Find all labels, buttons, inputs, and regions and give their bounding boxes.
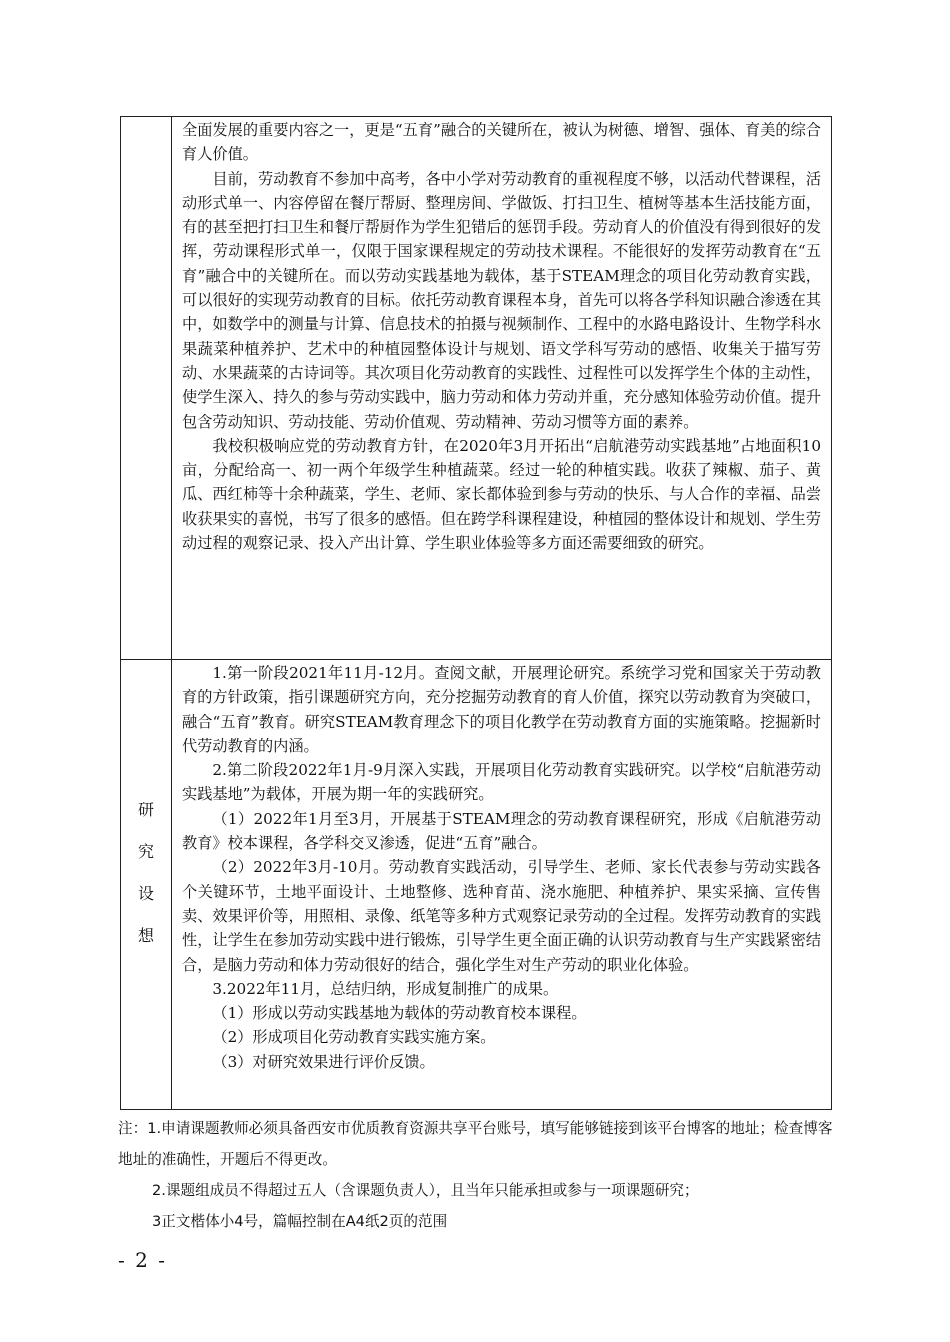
plan-paragraph-7: （2）形成项目化劳动教育实践实施方案。 [212,1028,496,1047]
background-row [121,117,831,660]
label-char: 设 [137,884,154,903]
research-plan-label [121,802,171,944]
plan-paragraph-4: （2）2022年3月-10月。劳动教育实践活动，引导学生、老师、家长代表参与劳动实践各个关键环节，土地平面设计、土地整修、选种育苗、浇水施肥、种植养护、果实采摘、宣传售卖、效果评价等，用照相、录像、纸笔等多种方式观察记录劳动的全过程。发挥劳动教育的实践性，让学生在参加劳动实践中进行锻炼，引导学生更全面正确的认识劳动教育与生产实践紧密结合，是脑力劳动和体力劳动很好的结合，强化学生对生产劳动的职业化体验。 [182,858,821,974]
footnotes [118,1113,838,1237]
plan-paragraph-8: （3）对研究效果进行评价反馈。 [212,1052,435,1071]
plan-paragraph-1: 1.第一阶段2021年11月-12月。查阅文献，开展理论研究。系统学习党和国家关于劳动教育的方针政策，指引课题研究方向，充分挖掘劳动教育的育人价值，探究以劳动教育为突破口，融合“五育”教育。研究STEAM教育理念下的项目化教学在劳动教育方面的实施策略。挖掘新时代劳动教育的内涵。 [182,664,821,755]
label-char: 想 [137,926,154,945]
note-3: 3正文楷体小4号，篇幅控制在A4纸2页的范围 [152,1213,448,1230]
plan-paragraph-3: （1）2022年1月至3月，开展基于STEAM理念的劳动教育课程研究，形成《启航港劳动教育》校本课程，各学科交叉渗透，促进“五育”融合。 [182,809,821,853]
note-2: 2.课题组成员不得超过五人（含课题负责人），且当年只能承担或参与一项课题研究； [152,1182,699,1199]
background-paragraph-1: 全面发展的重要内容之一，更是“五育”融合的关键所在，被认为树德、增智、强体、育美的综合育人价值。 [182,121,821,164]
plan-paragraph-6: （1）形成以劳动实践基地为载体的劳动教育校本课程。 [212,1004,587,1023]
research-plan-label-cell [121,660,172,1109]
background-content-cell [172,117,831,659]
label-char: 究 [137,842,154,861]
background-paragraph-3: 我校积极响应党的劳动教育方针，在2020年3月开拓出“启航港劳动实践基地”占地面积10亩，分配给高一、初一两个年级学生种植蔬菜。经过一轮的种植实践。收获了辣椒、茄子、黄瓜、西红柿等十余种蔬菜，学生、老师、家长都体验到参与劳动的快乐、与人合作的幸福、品尝收获果实的喜悦，书写了很多的感悟。但在跨学科课程建设，种植园的整体设计和规划、学生劳动过程的观察记录、投入产出计算、学生职业体验等多方面还需要细致的研究。 [182,436,821,553]
plan-paragraph-2: 2.第二阶段2022年1月-9月深入实践，开展项目化劳动教育实践研究。以学校“启航港劳动实践基地”为载体，开展为期一年的实践研究。 [182,761,821,804]
research-plan-content-cell [172,660,831,1109]
research-plan-row [121,660,831,1109]
application-form-table [120,116,832,1110]
note-1: 注：1.申请课题教师必须具备西安市优质教育资源共享平台账号，填写能够链接到该平台博客的地址；检查博客地址的准确性，开题后不得更改。 [118,1120,833,1168]
background-label-cell [121,117,172,659]
label-char: 研 [137,800,154,819]
background-paragraph-2: 目前，劳动教育不参加中高考，各中小学对劳动教育的重视程度不够，以活动代替课程，活动形式单一、内容停留在餐厅帮厨、整理房间、学做饭、打扫卫生、植树等基本生活技能方面，有的甚至把打扫卫生和餐厅帮厨作为学生犯错后的惩罚手段。劳动育人的价值没有得到很好的发挥，劳动课程形式单一，仅限于国家课程规定的劳动技术课程。不能很好的发挥劳动教育在“五育”融合中的关键所在。而以劳动实践基地为载体，基于STEAM理念的项目化劳动教育实践，可以很好的实现劳动教育的目标。依托劳动教育课程本身，首先可以将各学科知识融合渗透在其中，如数学中的测量与计算、信息技术的拍摄与视频制作、工程中的水路电路设计、生物学科水果蔬菜种植养护、艺术中的种植园整体设计与规划、语文学科写劳动的感悟、收集关于描写劳动、水果蔬菜的古诗词等。其次项目化劳动教育的实践性、过程性可以发挥学生个体的主动性，使学生深入、持久的参与劳动实践中，脑力劳动和体力劳动并重，充分感知体验劳动价值。提升包含劳动知识、劳动技能、劳动价值观、劳动精神、劳动习惯等方面的素养。 [182,169,821,431]
page-number: - 2 - [118,1248,167,1272]
plan-paragraph-5: 3.2022年11月，总结归纳，形成复制推广的成果。 [212,979,559,998]
